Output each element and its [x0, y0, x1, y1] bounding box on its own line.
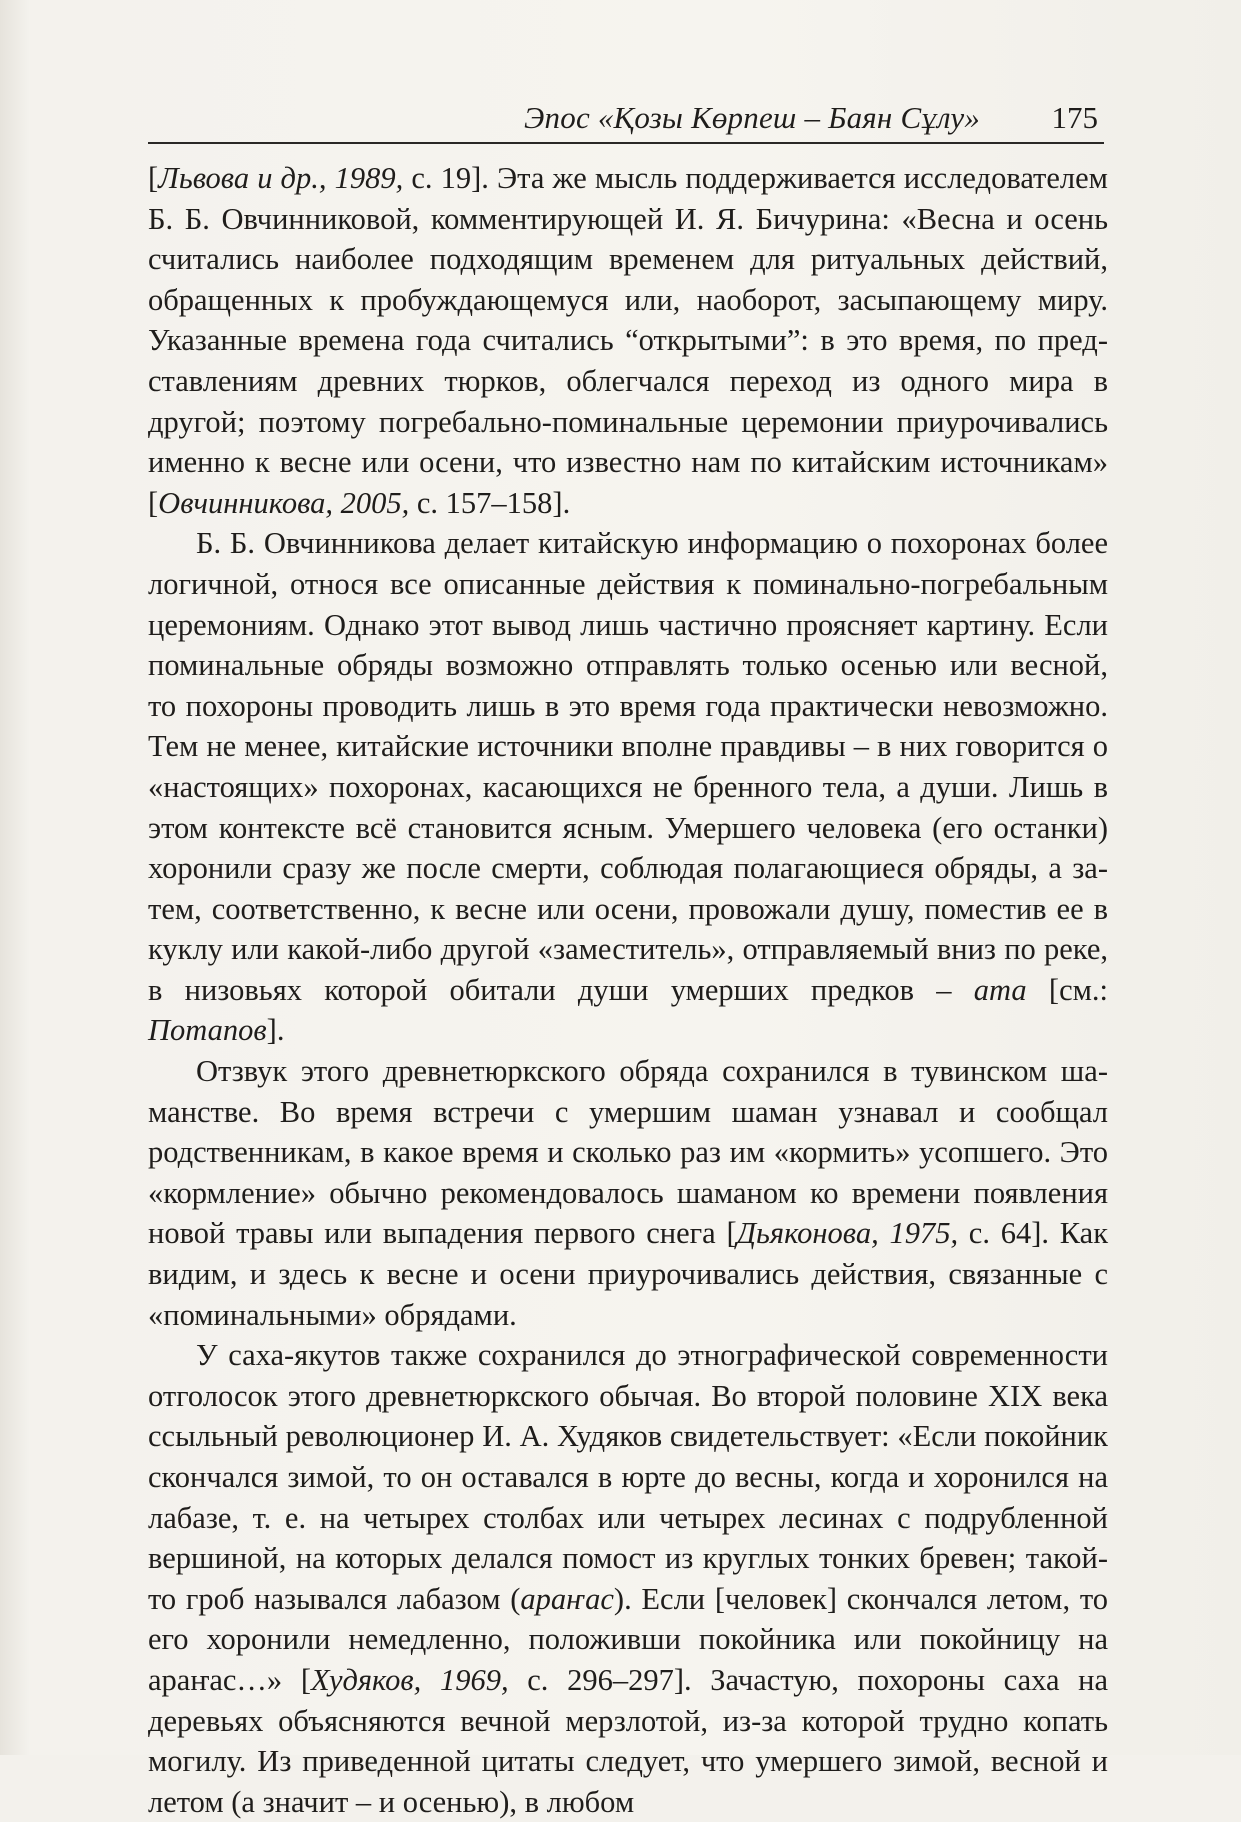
paragraph: [148, 523, 1108, 1051]
running-title: Эпос «Қозы Көрпеш – Баян Сұлу»: [524, 100, 980, 135]
paragraph: [148, 1335, 1108, 1822]
text-segment: У саха-якутов также сохранился до этнографической современности отголосок этого древнетюркского обычая. Во второй половине XIX века ссыльный революционер И. А. Худяков свидетельствует: «Если покойник скончался зимой, то он оставался в юрте до весны, когда и хоронился на лабазе, т. е. на четырех столбах или четырех лесинах с подрубленной вершиной, на которых делался помост из круглых тонких бревен; такой-то гроб назывался лабазом (: [148, 1338, 1108, 1616]
citation-segment: Дьяконова, 1975,: [736, 1216, 959, 1251]
paragraph: [148, 158, 1108, 523]
page-number: 175: [1051, 100, 1098, 135]
body-text: [148, 158, 1108, 1822]
citation-segment: Львова и др., 1989,: [158, 161, 404, 195]
text-segment: [: [148, 161, 159, 195]
citation-segment: Овчинникова, 2005,: [158, 485, 410, 520]
citation-segment: Худяков, 1969,: [310, 1662, 509, 1697]
text-segment: с. 296–297]. Зачастую, похороны саха на деревьях объясняются вечной мерзлотой, из-за которой трудно копать могилу. Из приведенной цитаты следует, что умершего зимой, весной и летом (а значит – и осенью), в любом: [148, 1662, 1109, 1819]
text-segment: с. 157–158].: [409, 485, 571, 520]
citation-segment: Потапов: [148, 1013, 267, 1048]
text-segment: с. 19]. Эта же мысль поддерживается исследователем Б. Б. Овчинниковой, комментирующей И. Я. Бичурина: «Весна и осень считались наиболее подходящим временем для ритуальных действий, обращенных к пробуждающемуся или, наоборот, засыпающему миру. Указанные времена года считались “открытыми”: в это время, по представлениям древних тюрков, облегчался переход из одного мира в другой; поэтому погребально-поминальные церемонии приурочивались именно к весне или осени, что известно нам по китайским источникам» [: [148, 161, 1108, 520]
text-segment: Отзвук этого древнетюркского обряда сохранился в тувинском шаманстве. Во время встречи с умершим шаман узнавал и сообщал родственникам, в какое время и сколько раз им «кормить» усопшего. Это «кормление» обычно рекомендовалось шаманом ко времени появления новой травы или выпадения первого снега [: [148, 1054, 1108, 1251]
text-segment: ].: [266, 1013, 285, 1048]
page-header: [148, 96, 1104, 144]
paragraph: [148, 1051, 1108, 1335]
italic-term: араҥас: [520, 1581, 614, 1616]
text-segment: с. 64]. Как видим, и здесь к весне и осени приурочивались действия, связанные с «поминальными» обрядами.: [148, 1216, 1109, 1332]
text-segment: ). Если [человек] скончался летом, то его хоронили немедленно, положивши покойника или покойницу на араҥас…» [: [148, 1581, 1108, 1697]
italic-term: ата: [973, 972, 1027, 1007]
text-segment: [см.:: [1026, 972, 1109, 1007]
text-segment: Б. Б. Овчинникова делает китайскую информацию о похоронах более логичной, относя все описанные действия к поминально-погребальным церемониям. Однако этот вывод лишь частично проясняет картину. Если поминальные обряды возможно отправлять только осенью или весной, то похороны проводить лишь в это время года практически невозможно. Тем не менее, китайские источники вполне правдивы – в них говорится о «настоящих» похоронах, касающихся не бренного тела, а души. Лишь в этом контексте всё становится ясным. Умершего человека (его останки) хоронили сразу же после смерти, соблюдая полагающиеся обряды, а затем, соответственно, к весне или осени, провожали душу, поместив ее в куклу или какой-либо другой «заместитель», отправляемый вниз по реке, в низовьях которой обитали души умерших предков –: [148, 526, 1108, 1007]
